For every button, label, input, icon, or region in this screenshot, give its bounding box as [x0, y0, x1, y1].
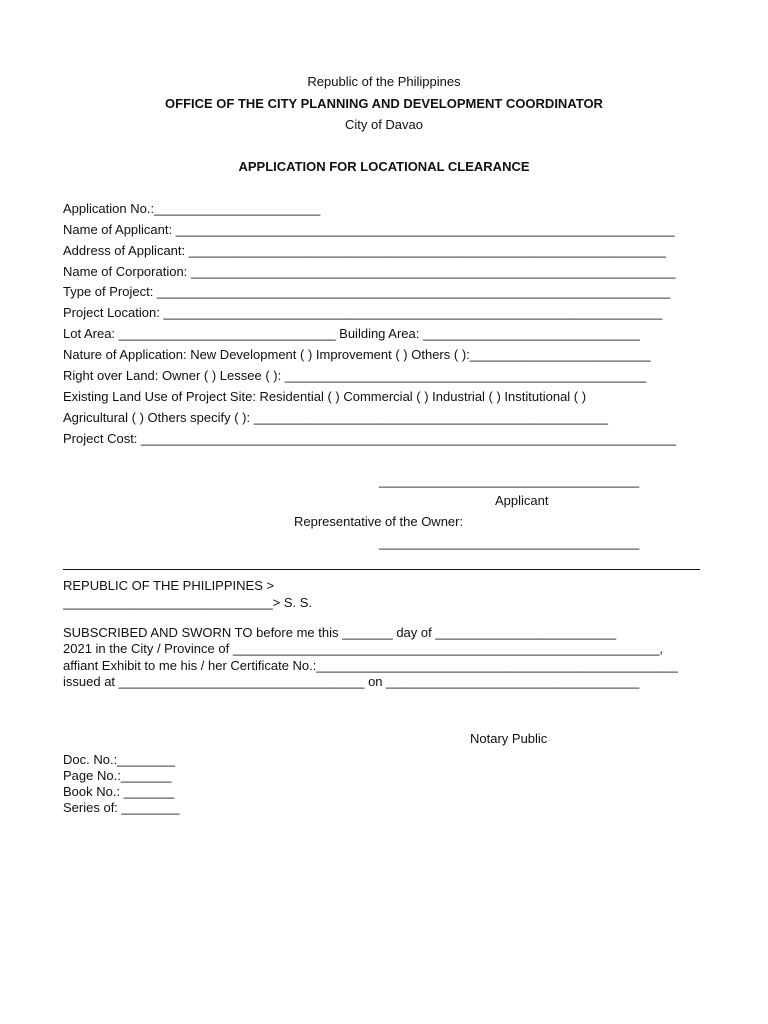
address-of-applicant-field[interactable]: Address of Applicant: __________________________________________________________________	[63, 243, 666, 258]
representative-label: Representative of the Owner:	[294, 514, 464, 529]
page-no-field[interactable]: Page No.:_______	[63, 768, 172, 783]
agricultural-field[interactable]: Agricultural ( ) Others specify ( ): _________________________________________________	[63, 410, 608, 425]
representative-signature-line[interactable]: ____________________________________	[379, 535, 640, 550]
project-cost-field[interactable]: Project Cost: __________________________________________________________________________	[63, 431, 677, 446]
existing-land-use-field[interactable]: Existing Land Use of Project Site: Residential ( ) Commercial ( ) Industrial ( ) Institutional ( )	[63, 389, 587, 404]
notary-public-label: Notary Public	[470, 731, 548, 746]
series-of-field[interactable]: Series of: ________	[63, 800, 180, 815]
project-location-field[interactable]: Project Location: _____________________________________________________________________	[63, 305, 663, 320]
jurat-certificate-line[interactable]: affiant Exhibit to me his / her Certificate No.:__________________________________________________	[63, 658, 678, 673]
jurat-republic-line: REPUBLIC OF THE PHILIPPINES >	[63, 578, 275, 593]
name-of-corporation-field[interactable]: Name of Corporation: ___________________________________________________________________	[63, 264, 676, 279]
office-heading: OFFICE OF THE CITY PLANNING AND DEVELOPMENT COORDINATOR	[165, 96, 603, 111]
form-title: APPLICATION FOR LOCATIONAL CLEARANCE	[238, 159, 530, 174]
type-of-project-field[interactable]: Type of Project: _______________________________________________________________________	[63, 284, 671, 299]
jurat-sworn-line[interactable]: SUBSCRIBED AND SWORN TO before me this _______ day of _________________________	[63, 625, 617, 640]
lot-area-field[interactable]: Lot Area: ______________________________ Building Area: ______________________________	[63, 326, 640, 341]
nature-of-application-field[interactable]: Nature of Application: New Development ( ) Improvement ( ) Others ( ):_________________________	[63, 347, 651, 362]
application-no-field[interactable]: Application No.:_______________________	[63, 201, 321, 216]
city-heading: City of Davao	[344, 117, 424, 132]
doc-no-field[interactable]: Doc. No.:________	[63, 752, 176, 767]
name-of-applicant-field[interactable]: Name of Applicant: _____________________________________________________________________	[63, 222, 675, 237]
applicant-signature-line[interactable]: ____________________________________	[379, 473, 640, 488]
jurat-ss-line[interactable]: _____________________________> S. S.	[63, 595, 313, 610]
section-divider	[63, 569, 700, 570]
jurat-province-line[interactable]: 2021 in the City / Province of ___________________________________________________________,	[63, 641, 663, 656]
right-over-land-field[interactable]: Right over Land: Owner ( ) Lessee ( ): __________________________________________________	[63, 368, 647, 383]
book-no-field[interactable]: Book No.: _______	[63, 784, 175, 799]
applicant-label: Applicant	[495, 493, 549, 508]
jurat-issued-line[interactable]: issued at __________________________________ on ___________________________________	[63, 674, 640, 689]
republic-heading: Republic of the Philippines	[307, 74, 461, 89]
